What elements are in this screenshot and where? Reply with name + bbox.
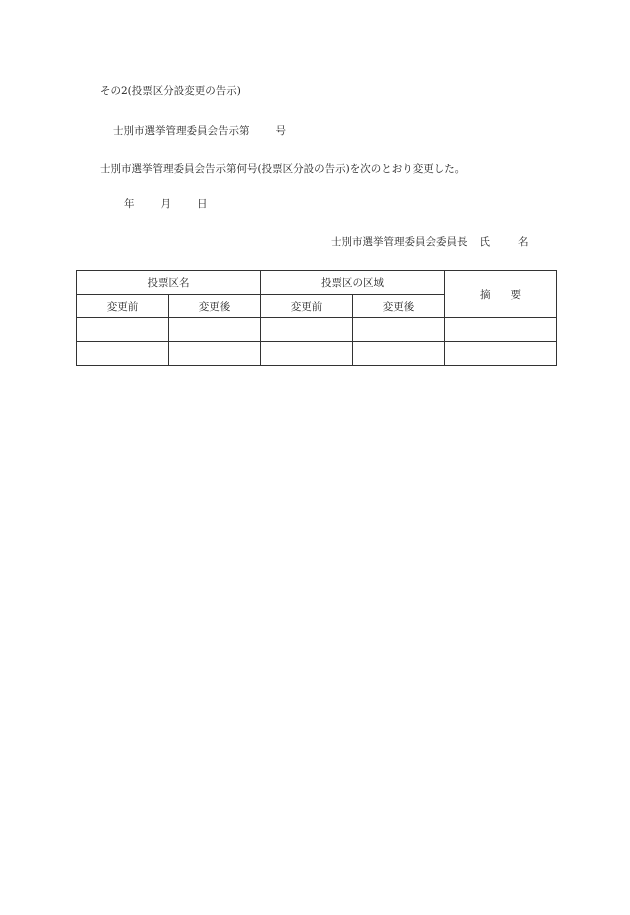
table-cell [77, 318, 169, 342]
notice-number-suffix: 号 [275, 125, 286, 137]
date-month: 月 [160, 198, 171, 210]
table-cell [353, 318, 445, 342]
date-line [124, 197, 208, 211]
table-cell [353, 342, 445, 366]
subheader-name-before: 変更前 [77, 295, 169, 318]
notice-number-prefix: 士別市選挙管理委員会告示第 [113, 125, 250, 137]
body-text: 士別市選挙管理委員会告示第何号(投票区分設の告示)を次のとおり変更した。 [100, 163, 466, 175]
table-header-row [77, 271, 557, 295]
section-heading: その2(投票区分設変更の告示) [100, 85, 241, 97]
table-cell [445, 342, 557, 366]
header-remarks [445, 271, 557, 318]
date-day: 日 [197, 198, 208, 210]
table-row [77, 342, 557, 366]
signature-name-label-2: 名 [518, 236, 529, 248]
notice-number-line [113, 124, 286, 138]
signature-line [331, 235, 529, 249]
table-cell [77, 342, 169, 366]
table-cell [445, 318, 557, 342]
table-cell [261, 318, 353, 342]
change-table [76, 270, 557, 366]
date-year: 年 [124, 198, 135, 210]
header-district-name: 投票区名 [77, 271, 261, 295]
subheader-area-after: 変更後 [353, 295, 445, 318]
signature-title: 士別市選挙管理委員会委員長 [331, 236, 468, 248]
table-cell [169, 318, 261, 342]
subheader-name-after: 変更後 [169, 295, 261, 318]
header-remarks-char-2: 要 [510, 288, 521, 301]
table-cell [169, 342, 261, 366]
table-cell [261, 342, 353, 366]
signature-name-label-1: 氏 [479, 236, 490, 248]
header-remarks-char-1: 摘 [480, 288, 491, 301]
header-district-area: 投票区の区域 [261, 271, 445, 295]
table-row [77, 318, 557, 342]
subheader-area-before: 変更前 [261, 295, 353, 318]
